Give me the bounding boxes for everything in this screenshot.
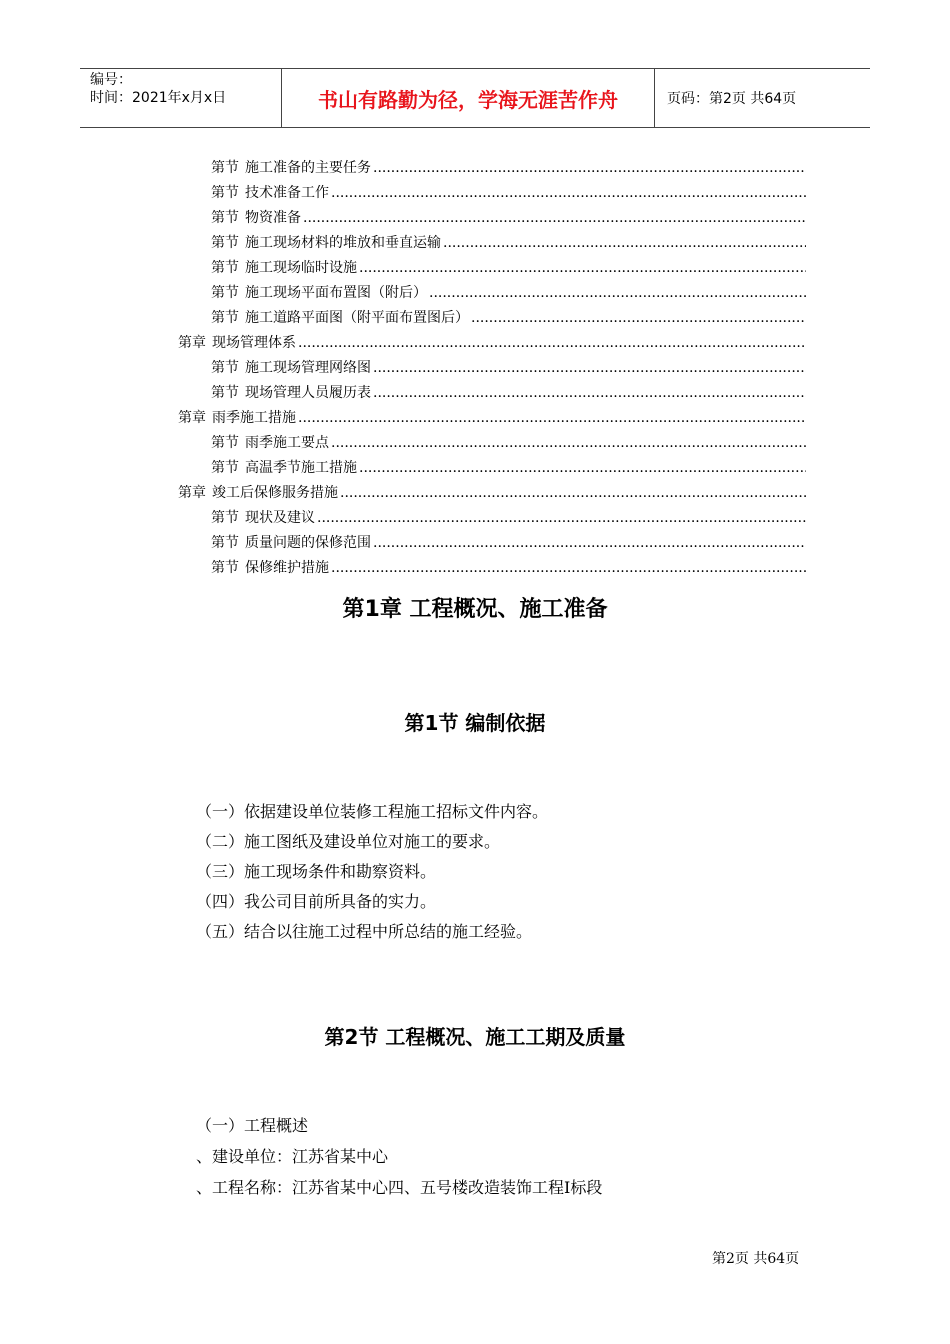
page-footer: 第2页 共64页 — [712, 1251, 800, 1267]
section-2-title: 第2节 工程概况、施工工期及质量 — [324, 1025, 626, 1049]
toc-entry[interactable]: 第节 高温季节施工措施 ..... — [178, 456, 806, 481]
toc-entry[interactable]: 第节 施工准备的主要任务 ..... — [178, 156, 806, 181]
basis-item: （四）我公司目前所具备的实力。 — [196, 892, 437, 911]
table-of-contents — [178, 156, 806, 581]
overview-item: 、建设单位：江苏省某中心 — [196, 1147, 389, 1166]
section-2-body — [196, 1110, 602, 1203]
chapter-title: 第1章 工程概况、施工准备 — [342, 597, 608, 622]
toc-entry[interactable]: 第节 保修维护措施 ..... — [178, 556, 806, 581]
toc-entry[interactable]: 第节 施工现场临时设施 ..... — [178, 256, 806, 281]
page-header — [80, 68, 870, 128]
toc-entry[interactable]: 第节 施工现场管理网络图 ..... — [178, 356, 806, 381]
header-motto: 书山有路勤为径，学海无涯苦作舟 — [282, 69, 655, 127]
header-time: 时间：2021年x月x日 — [90, 90, 227, 106]
toc-entry[interactable]: 第节 施工现场平面布置图（附后） ..... — [178, 281, 806, 306]
toc-entry[interactable]: 第节 施工道路平面图（附平面布置图后） ..... — [178, 306, 806, 331]
toc-entry[interactable]: 第节 技术准备工作 ..... — [178, 181, 806, 206]
toc-entry[interactable]: 第节 施工现场材料的堆放和垂直运输 ..... — [178, 231, 806, 256]
toc-chapter-entry[interactable]: 第章 雨季施工措施 ..... — [178, 406, 806, 431]
header-meta — [80, 69, 282, 127]
toc-entry[interactable]: 第节 质量问题的保修范围 ..... — [178, 531, 806, 556]
toc-entry[interactable]: 第节 雨季施工要点 ..... — [178, 431, 806, 456]
overview-item: 、工程名称：江苏省某中心四、五号楼改造装饰工程Ⅰ标段 — [196, 1178, 603, 1197]
section-1-title: 第1节 编制依据 — [404, 711, 546, 735]
basis-item: （五）结合以往施工过程中所总结的施工经验。 — [196, 922, 533, 941]
toc-entry[interactable]: 第节 物资准备 ..... — [178, 206, 806, 231]
header-number: 编号： — [90, 72, 132, 88]
toc-chapter-entry[interactable]: 第章 现场管理体系 ..... — [178, 331, 806, 356]
basis-item: （三）施工现场条件和勘察资料。 — [196, 862, 437, 881]
toc-entry[interactable]: 第节 现状及建议 ..... — [178, 506, 806, 531]
toc-entry[interactable]: 第节 现场管理人员履历表 ..... — [178, 381, 806, 406]
basis-item: （一）依据建设单位装修工程施工招标文件内容。 — [196, 802, 549, 821]
basis-item: （二）施工图纸及建设单位对施工的要求。 — [196, 832, 501, 851]
overview-item: （一）工程概述 — [196, 1116, 309, 1135]
toc-chapter-entry[interactable]: 第章 竣工后保修服务措施 ..... — [178, 481, 806, 506]
section-1-body — [196, 797, 548, 947]
header-page-info: 页码：第2页 共64页 — [667, 91, 797, 107]
